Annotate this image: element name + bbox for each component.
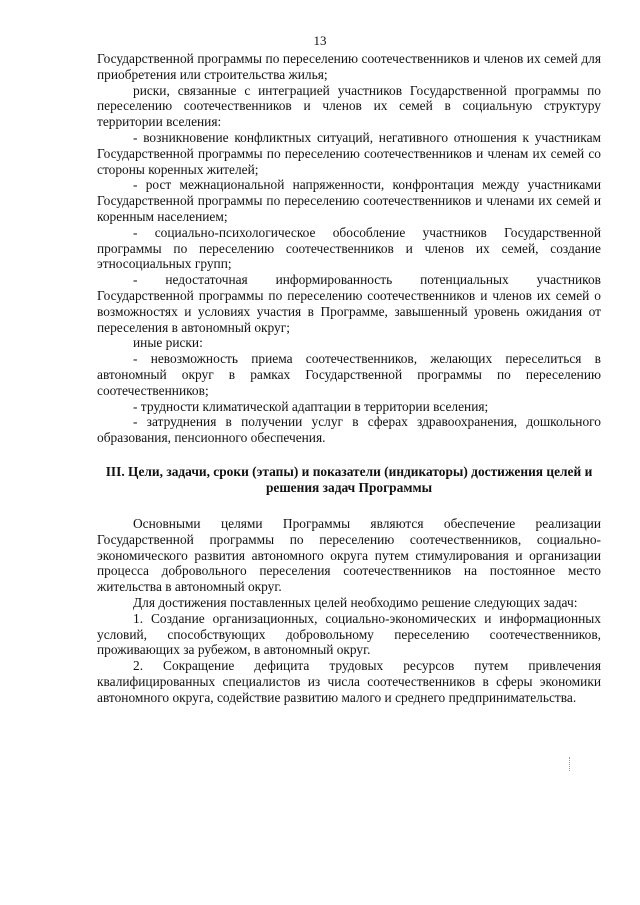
paragraph: риски, связанные с интеграцией участников Государственной программы по переселению соотечественников и членов их семей в социальную структуру территории вселения: bbox=[97, 82, 601, 130]
list-item: - рост межнациональной напряженности, конфронтация между участниками Государственной программы по переселению соотечественников и членами их семей и коренным населением; bbox=[97, 177, 601, 224]
paragraph: Для достижения поставленных целей необходимо решение следующих задач: bbox=[133, 594, 578, 610]
list-item: - социально-психологическое обособление участников Государственной программы по переселению соотечественников и членов их семей, создание этносоциальных групп; bbox=[97, 224, 601, 272]
list-item: 1. Создание организационных, социально-экономических и информационных условий, способствующих добровольному переселению соотечественников, проживающих за рубежом, в автономный округ. bbox=[97, 610, 601, 658]
paragraph: Основными целями Программы являются обеспечение реализации Государственной программы по переселению соотечественников, социально-экономического развития автономного округа путем стимулирования и организации процесса добровольного переселения соотечественников на постоянное место жительства в автономный округ. bbox=[97, 515, 601, 595]
paragraph: иные риски: bbox=[133, 335, 203, 351]
list-item: - трудности климатической адаптации в территории вселения; bbox=[133, 398, 489, 414]
list-item: - возникновение конфликтных ситуаций, негативного отношения к участникам Государственной программы по переселению соотечественников и членам их семей со стороны коренных жителей; bbox=[97, 129, 601, 177]
list-item: - невозможность приема соотечественников, желающих переселиться в автономный округ в рамках Государственной программы по переселению соотечественников; bbox=[97, 351, 601, 398]
list-item: - недостаточная информированность потенциальных участников Государственной программы по переселению соотечественников и членов их семей о возможностях и условиях участия в Программе, завышенный уровень ожидания от переселения в автономный округ; bbox=[97, 272, 601, 335]
list-item: - затруднения в получении услуг в сферах здравоохранения, дошкольного образования, пенсионного обеспечения. bbox=[97, 414, 601, 446]
paragraph: Государственной программы по переселению соотечественников и членов их семей для приобретения или строительства жилья; bbox=[97, 51, 601, 82]
page-number: 13 bbox=[313, 33, 327, 48]
section-heading: III. Цели, задачи, сроки (этапы) и показатели (индикаторы) достижения целей и решения задач Программы bbox=[105, 463, 593, 495]
list-item: 2. Сокращение дефицита трудовых ресурсов путем привлечения квалифицированных специалистов из числа соотечественников в сферы экономики автономного округа, содействие развитию малого и среднего предпринимательства. bbox=[97, 658, 601, 705]
page-content bbox=[97, 51, 601, 705]
goals-section bbox=[97, 516, 601, 706]
scan-artifact-mark bbox=[569, 757, 572, 771]
risks-section bbox=[97, 51, 601, 446]
